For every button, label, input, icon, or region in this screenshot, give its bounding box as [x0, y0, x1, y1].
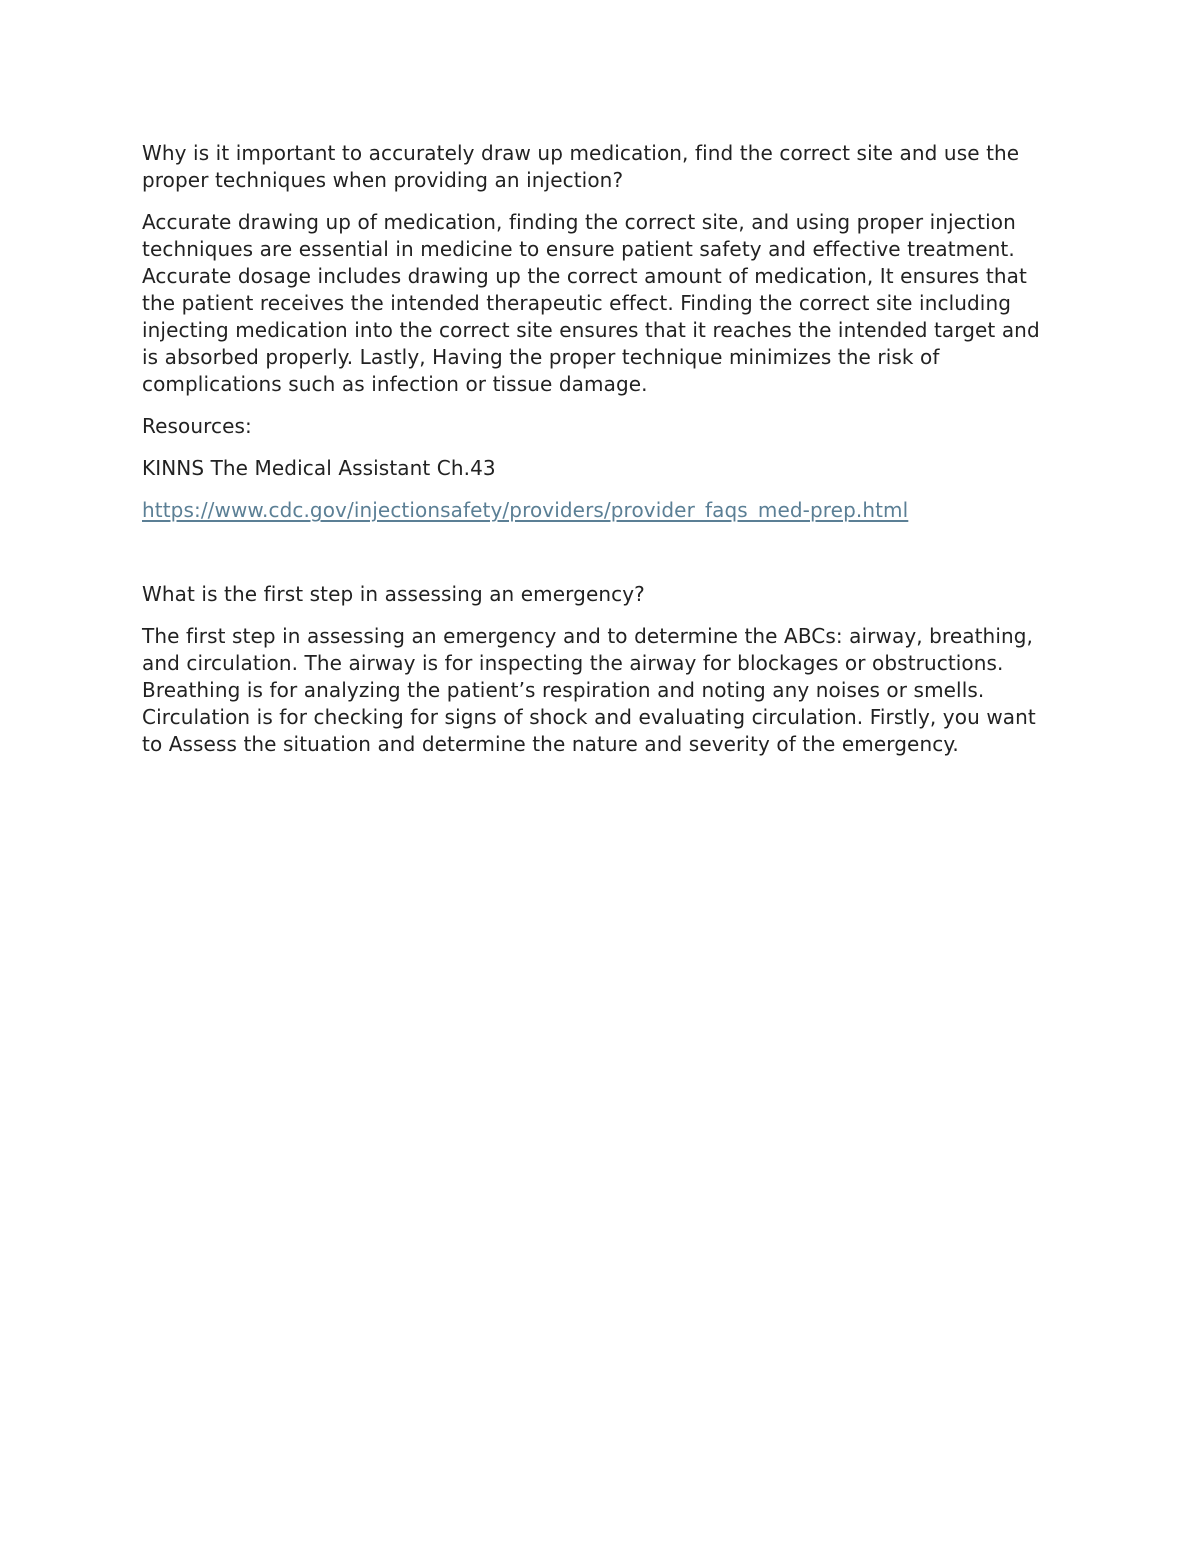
resources-label: Resources:	[142, 414, 252, 438]
answer-injection: Accurate drawing up of medication, finding the correct site, and using proper injection techniques are essential in medicine to ensure patient safety and effective treatment. Accurate dosage includes drawing up the correct amount of medication, It ensures that the patient receives the intended therapeutic effect. Finding the correct site including injecting medication into the correct site ensures that it reaches the intended target and is absorbed properly. Lastly, Having the proper technique minimizes the risk of complications such as infection or tissue damage.	[142, 210, 1040, 396]
answer-emergency: The first step in assessing an emergency and to determine the ABCs: airway, breathing, and circulation. The airway is for inspecting the airway for blockages or obstructions. Breathing is for analyzing the patient’s respiration and noting any noises or smells. Circulation is for checking for signs of shock and evaluating circulation. Firstly, you want to Assess the situation and determine the nature and severity of the emergency.	[142, 624, 1036, 756]
question-injection: Why is it important to accurately draw up medication, find the correct site and use the proper techniques when providing an injection?	[142, 141, 1020, 192]
resource-link-paragraph	[142, 497, 1062, 524]
resource-link[interactable]: https://www.cdc.gov/injectionsafety/providers/provider_faqs_med-prep.html	[142, 498, 909, 522]
question-emergency: What is the first step in assessing an emergency?	[142, 582, 645, 606]
section-spacer	[142, 539, 1062, 581]
resource-book: KINNS The Medical Assistant Ch.43	[142, 456, 496, 480]
document-body	[142, 140, 1062, 773]
